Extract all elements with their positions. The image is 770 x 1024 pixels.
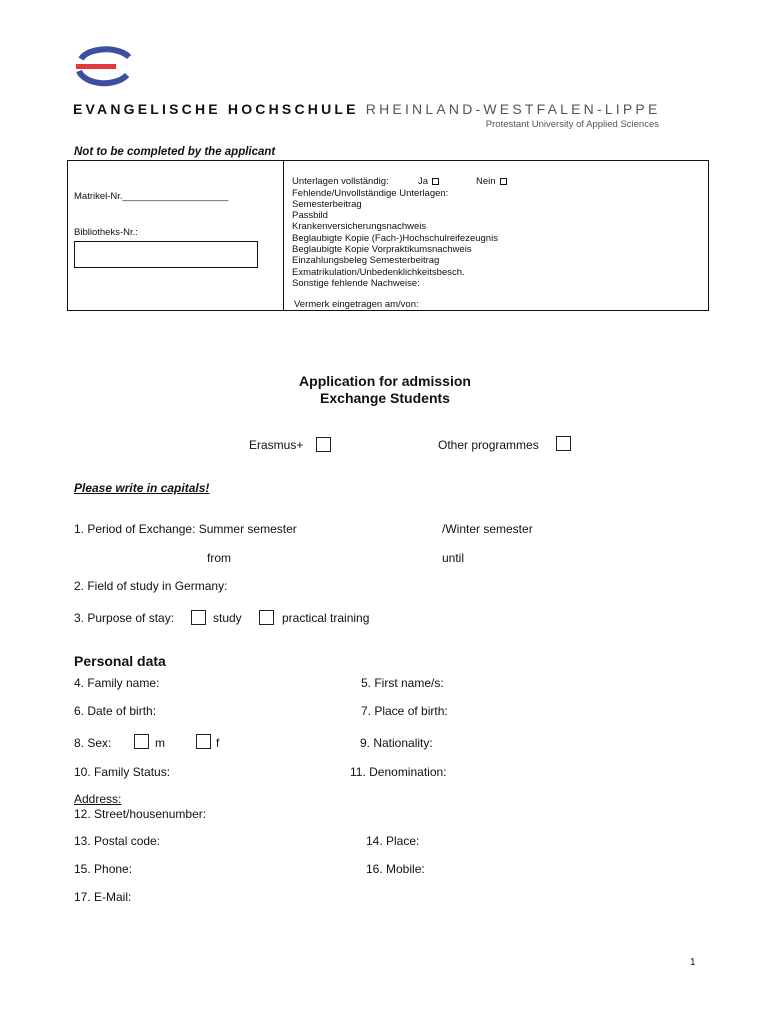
postal-code-label: 13. Postal code: (74, 834, 161, 848)
sex-label: 8. Sex: (74, 736, 112, 750)
practical-training-label: practical training (282, 611, 370, 625)
nationality-label: 9. Nationality: (360, 736, 433, 750)
checklist-item: Krankenversicherungsnachweis (292, 221, 427, 233)
institution-name (73, 101, 661, 117)
sex-f-checkbox[interactable] (196, 734, 211, 749)
matrikel-label: Matrikel-Nr.____________________ (74, 191, 229, 202)
family-status-label: 10. Family Status: (74, 765, 171, 779)
date-of-birth-label: 6. Date of birth: (74, 704, 157, 718)
purpose-label: 3. Purpose of stay: (74, 611, 175, 625)
study-label: study (213, 611, 242, 625)
form-title-line2: Exchange Students (320, 390, 450, 406)
sex-f-label: f (216, 736, 220, 750)
nein-label: Nein (476, 176, 496, 187)
university-logo (73, 43, 133, 91)
bibliotheks-label: Bibliotheks-Nr.: (74, 227, 138, 238)
other-programmes-label: Other programmes (438, 438, 539, 452)
institution-name-part2: RHEINLAND-WESTFALEN-LIPPE (365, 101, 661, 117)
page-number: 1 (690, 957, 696, 968)
capitals-instruction: Please write in capitals! (74, 481, 210, 495)
vermerk-label: Vermerk eingetragen am/von: (294, 299, 419, 310)
ja-label: Ja (418, 176, 429, 187)
erasmus-checkbox[interactable] (316, 437, 331, 452)
checklist-item: Exmatrikulation/Unbedenklichkeitsbesch. (292, 266, 465, 278)
institution-subtitle: Protestant University of Applied Sciences (485, 119, 659, 130)
other-programmes-checkbox[interactable] (556, 436, 571, 451)
mobile-label: 16. Mobile: (366, 862, 425, 876)
checklist-item: Semesterbeitrag (292, 198, 362, 210)
nein-option (476, 176, 507, 187)
checklist-item: Fehlende/Unvollständige Unterlagen: (292, 187, 449, 199)
institution-name-part1: EVANGELISCHE HOCHSCHULE (73, 101, 359, 117)
practical-training-checkbox[interactable] (259, 610, 274, 625)
ja-option (418, 176, 439, 187)
address-heading: Address: (74, 792, 122, 806)
admin-divider (283, 161, 284, 310)
sex-m-checkbox[interactable] (134, 734, 149, 749)
checklist-item: Beglaubigte Kopie (Fach-)Hochschulreifezeugnis (292, 232, 498, 244)
from-label: from (207, 551, 231, 565)
checklist-item: Einzahlungsbeleg Semesterbeitrag (292, 255, 440, 267)
checklist-item: Beglaubigte Kopie Vorpraktikumsnachweis (292, 244, 472, 255)
denomination-label: 11. Denomination: (350, 765, 447, 779)
sex-m-label: m (155, 736, 165, 750)
logo-mark-icon (73, 43, 133, 91)
bibliotheks-input[interactable] (74, 241, 258, 268)
phone-label: 15. Phone: (74, 862, 133, 876)
erasmus-label: Erasmus+ (249, 438, 304, 452)
street-label: 12. Street/housenumber: (74, 807, 207, 821)
admin-box (67, 160, 709, 311)
form-title-line1: Application for admission (299, 373, 471, 389)
admin-heading: Not to be completed by the applicant (74, 146, 276, 158)
email-label: 17. E-Mail: (74, 890, 132, 904)
until-label: until (442, 551, 465, 565)
checklist-title: Unterlagen vollständig: (292, 176, 389, 187)
nein-checkbox[interactable] (500, 178, 507, 185)
family-name-label: 4. Family name: (74, 676, 160, 690)
winter-semester-label: /Winter semester (442, 522, 533, 536)
first-names-label: 5. First name/s: (361, 676, 444, 690)
field-of-study-label: 2. Field of study in Germany: (74, 579, 228, 593)
checklist-item: Sonstige fehlende Nachweise: (292, 277, 420, 289)
place-label: 14. Place: (366, 834, 420, 848)
checklist-item: Passbild (292, 210, 328, 222)
ja-checkbox[interactable] (432, 178, 439, 185)
personal-data-heading: Personal data (74, 653, 166, 669)
period-label: 1. Period of Exchange: Summer semester (74, 522, 297, 536)
study-checkbox[interactable] (191, 610, 206, 625)
place-of-birth-label: 7. Place of birth: (361, 704, 448, 718)
